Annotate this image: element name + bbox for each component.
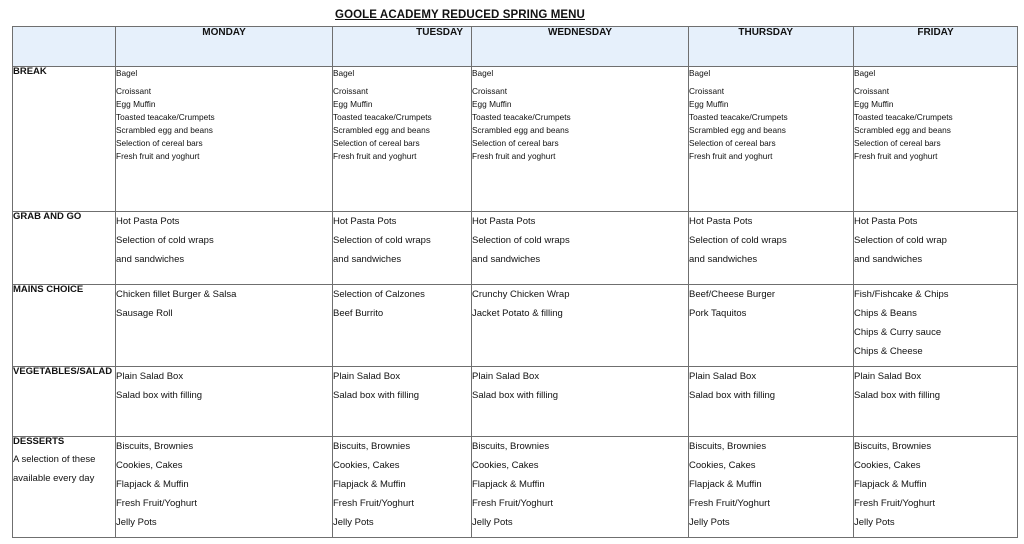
cell-veg-wednesday (472, 367, 689, 437)
desserts-note-line-2: available every day (13, 473, 95, 484)
menu-item: Selection of Calzones (333, 289, 425, 300)
row-label-mains-choice: MAINS CHOICE (13, 285, 116, 367)
menu-item: Biscuits, Brownies (116, 441, 194, 452)
cell-break-wednesday (472, 67, 689, 212)
cell-mains-monday (116, 285, 333, 367)
menu-item: and sandwiches (854, 254, 923, 265)
cell-grab-tuesday (333, 212, 472, 285)
menu-item: Jelly Pots (333, 517, 374, 528)
menu-item: Cookies, Cakes (472, 460, 539, 471)
menu-item: Selection of cold wraps (689, 235, 787, 246)
cell-mains-wednesday (472, 285, 689, 367)
menu-item: Fresh fruit and yoghurt (689, 151, 773, 161)
menu-item: Toasted teacake/Crumpets (472, 112, 571, 122)
menu-item: Fresh fruit and yoghurt (116, 151, 200, 161)
menu-item: Bagel (854, 68, 876, 78)
row-label-break: BREAK (13, 67, 116, 212)
menu-item: Egg Muffin (689, 99, 729, 109)
menu-table (12, 26, 1018, 538)
menu-item: Salad box with filling (472, 390, 559, 401)
menu-item: Toasted teacake/Crumpets (116, 112, 215, 122)
menu-item: Selection of cold wraps (116, 235, 214, 246)
menu-item: Plain Salad Box (116, 371, 184, 382)
menu-item: and sandwiches (689, 254, 758, 265)
menu-item: Flapjack & Muffin (333, 479, 406, 490)
cell-mains-thursday (689, 285, 854, 367)
cell-desserts-monday (116, 437, 333, 538)
menu-item: Plain Salad Box (333, 371, 401, 382)
menu-item: Toasted teacake/Crumpets (333, 112, 432, 122)
menu-item: Bagel (472, 68, 494, 78)
menu-item: Flapjack & Muffin (854, 479, 927, 490)
menu-item: Biscuits, Brownies (472, 441, 550, 452)
desserts-note-line-1: A selection of these (13, 454, 96, 465)
row-desserts (13, 437, 1018, 538)
menu-item: Jelly Pots (472, 517, 513, 528)
cell-desserts-tuesday (333, 437, 472, 538)
menu-item: Fresh Fruit/Yoghurt (854, 498, 935, 509)
menu-item: Selection of cereal bars (116, 138, 203, 148)
menu-item: Toasted teacake/Crumpets (689, 112, 788, 122)
menu-item: Egg Muffin (116, 99, 156, 109)
menu-item: Jelly Pots (689, 517, 730, 528)
cell-break-monday (116, 67, 333, 212)
cell-desserts-wednesday (472, 437, 689, 538)
cell-desserts-friday (854, 437, 1018, 538)
menu-item: and sandwiches (116, 254, 185, 265)
menu-item: Chips & Cheese (854, 346, 923, 357)
cell-grab-monday (116, 212, 333, 285)
menu-item: Bagel (689, 68, 711, 78)
menu-item: Hot Pasta Pots (333, 216, 397, 227)
menu-item: Hot Pasta Pots (854, 216, 918, 227)
menu-item: Scrambled egg and beans (472, 125, 569, 135)
menu-item: Selection of cereal bars (689, 138, 776, 148)
cell-desserts-thursday (689, 437, 854, 538)
menu-item: Croissant (333, 86, 369, 96)
menu-item: Cookies, Cakes (116, 460, 183, 471)
menu-item: Fresh Fruit/Yoghurt (333, 498, 414, 509)
menu-item: Jelly Pots (854, 517, 895, 528)
menu-item: Biscuits, Brownies (333, 441, 411, 452)
row-mains-choice (13, 285, 1018, 367)
menu-item: Croissant (472, 86, 508, 96)
menu-item: Egg Muffin (854, 99, 894, 109)
cell-veg-friday (854, 367, 1018, 437)
menu-item: Plain Salad Box (854, 371, 922, 382)
row-label-grab-and-go: GRAB AND GO (13, 212, 116, 285)
menu-item: Egg Muffin (333, 99, 373, 109)
cell-break-thursday (689, 67, 854, 212)
menu-item: Chips & Curry sauce (854, 327, 942, 338)
row-grab-and-go (13, 212, 1018, 285)
menu-item: Fresh fruit and yoghurt (854, 151, 938, 161)
menu-item: Beef/Cheese Burger (689, 289, 776, 300)
menu-item: Plain Salad Box (689, 371, 757, 382)
menu-item: Flapjack & Muffin (472, 479, 545, 490)
menu-item: Selection of cold wraps (472, 235, 570, 246)
menu-item: Croissant (689, 86, 725, 96)
menu-title: GOOLE ACADEMY REDUCED SPRING MENU (335, 9, 585, 21)
menu-item: Jacket Potato & filling (472, 308, 563, 319)
cell-break-tuesday (333, 67, 472, 212)
menu-item: Fresh fruit and yoghurt (333, 151, 417, 161)
cell-break-friday (854, 67, 1018, 212)
row-label-desserts: DESSERTS A selection of these available every day (13, 437, 116, 538)
menu-item: Biscuits, Brownies (854, 441, 932, 452)
corner-header-cell (13, 27, 116, 67)
menu-item: and sandwiches (472, 254, 541, 265)
day-header-monday: MONDAY (116, 27, 333, 67)
menu-item: Croissant (116, 86, 152, 96)
menu-item: Scrambled egg and beans (116, 125, 213, 135)
menu-item: Salad box with filling (116, 390, 203, 401)
day-header-wednesday: WEDNESDAY (472, 27, 689, 67)
day-header-thursday: THURSDAY (689, 27, 854, 67)
menu-item: Beef Burrito (333, 308, 384, 319)
cell-veg-tuesday (333, 367, 472, 437)
menu-item: Plain Salad Box (472, 371, 540, 382)
cell-grab-wednesday (472, 212, 689, 285)
cell-veg-monday (116, 367, 333, 437)
menu-item: Selection of cereal bars (333, 138, 420, 148)
menu-item: Crunchy Chicken Wrap (472, 289, 570, 300)
menu-item: Scrambled egg and beans (854, 125, 951, 135)
menu-item: Cookies, Cakes (854, 460, 921, 471)
cell-mains-tuesday (333, 285, 472, 367)
menu-item: Hot Pasta Pots (689, 216, 753, 227)
menu-item: Hot Pasta Pots (472, 216, 536, 227)
menu-item: Pork Taquitos (689, 308, 747, 319)
row-vegetables-salad (13, 367, 1018, 437)
menu-item: Biscuits, Brownies (689, 441, 767, 452)
menu-item: Flapjack & Muffin (116, 479, 189, 490)
menu-item: Fresh Fruit/Yoghurt (472, 498, 553, 509)
menu-item: Bagel (333, 68, 355, 78)
cell-veg-thursday (689, 367, 854, 437)
menu-item: Chicken fillet Burger & Salsa (116, 289, 237, 300)
menu-item: Flapjack & Muffin (689, 479, 762, 490)
menu-item: Scrambled egg and beans (333, 125, 430, 135)
menu-item: Selection of cold wraps (333, 235, 431, 246)
menu-item: Selection of cereal bars (472, 138, 559, 148)
menu-item: Salad box with filling (854, 390, 941, 401)
row-label-vegetables-salad: VEGETABLES/SALAD (13, 367, 116, 437)
row-break (13, 67, 1018, 212)
menu-item: Salad box with filling (689, 390, 776, 401)
menu-item: Fresh fruit and yoghurt (472, 151, 556, 161)
menu-item: Cookies, Cakes (689, 460, 756, 471)
menu-item: Cookies, Cakes (333, 460, 400, 471)
day-header-tuesday: TUESDAY (333, 27, 472, 67)
menu-item: Sausage Roll (116, 308, 173, 319)
day-header-friday: FRIDAY (854, 27, 1018, 67)
menu-item: Hot Pasta Pots (116, 216, 180, 227)
menu-item: Salad box with filling (333, 390, 420, 401)
menu-item: Jelly Pots (116, 517, 157, 528)
menu-item: Selection of cold wrap (854, 235, 947, 246)
cell-mains-friday (854, 285, 1018, 367)
cell-grab-thursday (689, 212, 854, 285)
menu-item: Selection of cereal bars (854, 138, 941, 148)
menu-item: Bagel (116, 68, 138, 78)
menu-item: Toasted teacake/Crumpets (854, 112, 953, 122)
menu-item: Fresh Fruit/Yoghurt (116, 498, 197, 509)
menu-item: Croissant (854, 86, 890, 96)
cell-grab-friday (854, 212, 1018, 285)
menu-item: Fish/Fishcake & Chips (854, 289, 949, 300)
menu-item: Fresh Fruit/Yoghurt (689, 498, 770, 509)
menu-item: and sandwiches (333, 254, 402, 265)
header-row (13, 27, 1018, 67)
menu-item: Chips & Beans (854, 308, 917, 319)
menu-item: Egg Muffin (472, 99, 512, 109)
menu-item: Scrambled egg and beans (689, 125, 786, 135)
